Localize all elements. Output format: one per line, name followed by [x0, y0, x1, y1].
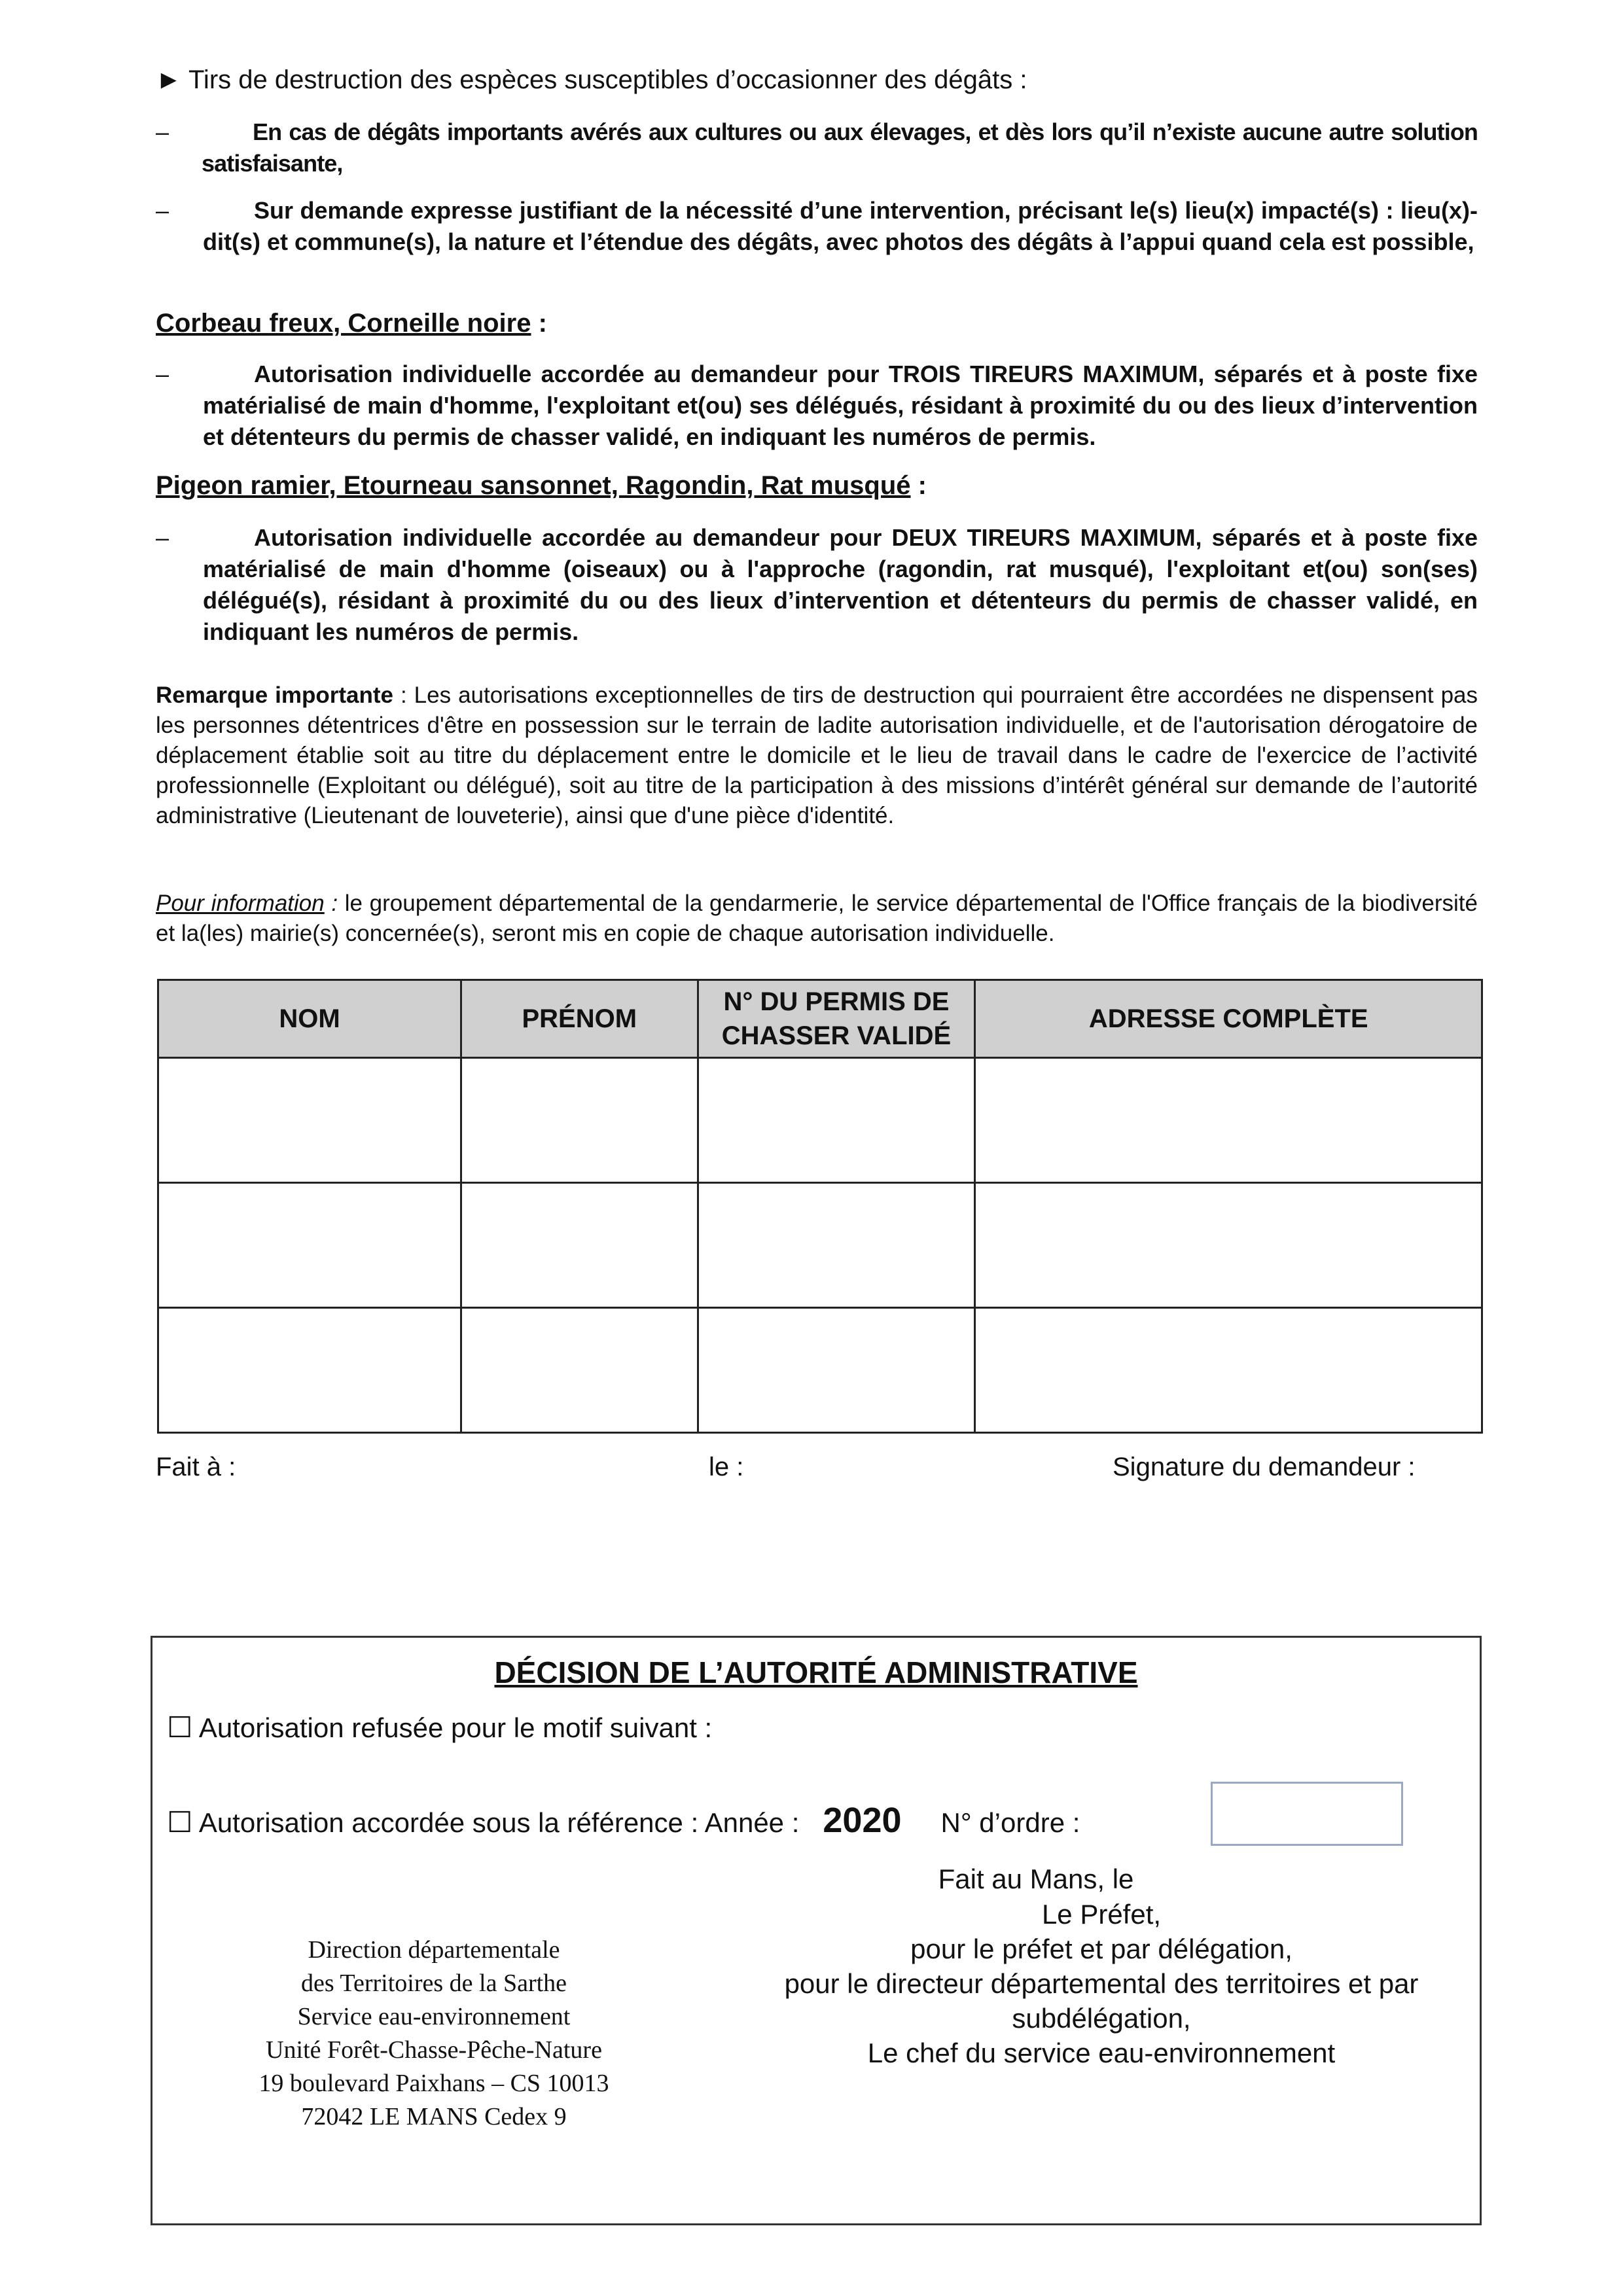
column-header-nom: NOM [158, 980, 461, 1058]
order-number-field[interactable] [1211, 1782, 1403, 1846]
column-header-adresse: ADRESSE COMPLÈTE [975, 980, 1482, 1058]
table-row [158, 1183, 1482, 1308]
adresse-cell[interactable] [975, 1058, 1482, 1183]
column-header-prenom: PRÉNOM [461, 980, 698, 1058]
refused-option [167, 1711, 712, 1744]
refused-label: Autorisation refusée pour le motif suivant : [198, 1712, 713, 1743]
dash-bullet: – [156, 361, 169, 387]
administration-address [251, 1934, 617, 2134]
section-heading: ► Tirs de destruction des espèces susceptibles d’occasionner des dégâts : [156, 65, 1027, 94]
signatory-line: pour le préfet et par délégation, [910, 1934, 1293, 1964]
rule-text: Autorisation individuelle accordée au demandeur pour TROIS TIREURS MAXIMUM, séparés et à poste fixe matérialisé de main d'homme, l'exploitant et(ou) ses délégués, résidant à proximité du ou des lieux d’intervention et détenteurs du permis de chasser validé, en indiquant les numéros de permis. [203, 361, 1478, 450]
address-line: Direction départementale [308, 1936, 560, 1964]
signatory-line: subdélégation, [1012, 2003, 1191, 2034]
permis-cell[interactable] [698, 1308, 975, 1433]
condition-text: Sur demande expresse justifiant de la nécessité d’une intervention, précisant le(s) lieu(x) impacté(s) : lieu(x)-dit(s) et commune(s), la nature et l’étendue des dégâts, avec photos des dégâts à l’appui quand cela est possible, [203, 197, 1478, 255]
permis-cell[interactable] [698, 1183, 975, 1308]
signatory-line: Le chef du service eau-environnement [867, 2038, 1336, 2068]
species-heading-others [156, 471, 927, 501]
table-row [158, 1058, 1482, 1183]
signatory-line: pour le directeur départemental des territoires et par [784, 1968, 1419, 1999]
important-remark [156, 680, 1478, 831]
authority-decision-box [151, 1636, 1482, 2225]
rule-item [156, 522, 1478, 648]
prenom-cell[interactable] [461, 1058, 698, 1183]
address-line: Service eau-environnement [297, 2003, 571, 2030]
condition-item [156, 195, 1478, 258]
signatory-block [728, 1897, 1474, 2070]
address-line: des Territoires de la Sarthe [300, 1969, 567, 1997]
address-line: 19 boulevard Paixhans – CS 10013 [259, 2070, 609, 2097]
species-names: Pigeon ramier, Etourneau sansonnet, Ragondin, Rat musqué [156, 471, 911, 500]
date-field-label[interactable]: le : [709, 1453, 744, 1481]
table-row [158, 1308, 1482, 1433]
remark-label: Remarque importante [156, 682, 393, 708]
information-note [156, 889, 1478, 949]
granted-checkbox[interactable]: ☐ [167, 1807, 193, 1839]
signatory-line: Le Préfet, [1041, 1899, 1162, 1930]
place-field-label[interactable]: Fait à : [156, 1453, 236, 1481]
info-label: Pour information [156, 891, 325, 916]
table-header-row [158, 980, 1482, 1058]
dash-bullet: – [156, 118, 169, 145]
order-number-label: N° d’ordre : [940, 1807, 1080, 1838]
rule-item [156, 359, 1478, 453]
nom-cell[interactable] [158, 1183, 461, 1308]
species-colon: : [910, 471, 927, 500]
adresse-cell[interactable] [975, 1183, 1482, 1308]
granted-label: Autorisation accordée sous la référence : Année : [198, 1807, 800, 1838]
column-header-permis: N° DU PERMIS DE CHASSER VALIDÉ [698, 980, 975, 1058]
info-text: le groupement départemental de la gendarmerie, le service départemental de l'Office français de la biodiversité et la(les) mairie(s) concernée(s), seront mis en copie de chaque autorisation individuelle. [156, 891, 1478, 946]
granted-option [167, 1800, 1080, 1841]
applicant-signature-label[interactable]: Signature du demandeur : [1113, 1453, 1416, 1481]
nom-cell[interactable] [158, 1058, 461, 1183]
decision-title: DÉCISION DE L’AUTORITÉ ADMINISTRATIVE [494, 1655, 1138, 1689]
rule-text: Autorisation individuelle accordée au demandeur pour DEUX TIREURS MAXIMUM, séparés et à poste fixe matérialisé de main d'homme (oiseaux) ou à l'approche (ragondin, rat musqué), l'exploitant et(ou) son(ses) délégué(s), résidant à proximité du ou des lieux d’intervention et détenteurs du permis de chasser validé, en indiquant les numéros de permis. [203, 524, 1478, 645]
dash-bullet: – [156, 524, 169, 551]
shooters-table [157, 979, 1483, 1434]
condition-item [156, 116, 1478, 179]
condition-text: En cas de dégâts importants avérés aux cultures ou aux élevages, et dès lors qu’il n’existe aucune autre solution satisfaisante, [202, 118, 1478, 177]
species-names: Corbeau freux, Corneille noire [156, 309, 531, 338]
prenom-cell[interactable] [461, 1183, 698, 1308]
address-line: Unité Forêt-Chasse-Pêche-Nature [266, 2036, 602, 2064]
species-heading-corvids [156, 309, 547, 338]
refused-checkbox[interactable]: ☐ [167, 1712, 193, 1744]
permis-cell[interactable] [698, 1058, 975, 1183]
info-separator: : [324, 891, 338, 916]
adresse-cell[interactable] [975, 1308, 1482, 1433]
nom-cell[interactable] [158, 1308, 461, 1433]
reference-year: 2020 [823, 1801, 902, 1840]
species-colon: : [531, 309, 547, 338]
address-line: 72042 LE MANS Cedex 9 [301, 2103, 567, 2130]
remark-text: : Les autorisations exceptionnelles de tirs de destruction qui pourraient être accordées ne dispensent pas les personnes détentrices d'être en possession sur le terrain de ladite autorisation individuelle, et de l'autorisation dérogatoire de déplacement établie soit au titre du déplacement entre le domicile et le lieu de travail dans le cadre de l'exercice de l’activité professionnelle (Exploitant ou délégué), soit au titre de la participation à des missions d’intérêt général sur demande de l’autorité administrative (Lieutenant de louveterie), ainsi que d'une pièce d'identité. [156, 682, 1478, 828]
dash-bullet: – [156, 197, 169, 224]
prenom-cell[interactable] [461, 1308, 698, 1433]
done-at-line: Fait au Mans, le [938, 1863, 1134, 1894]
